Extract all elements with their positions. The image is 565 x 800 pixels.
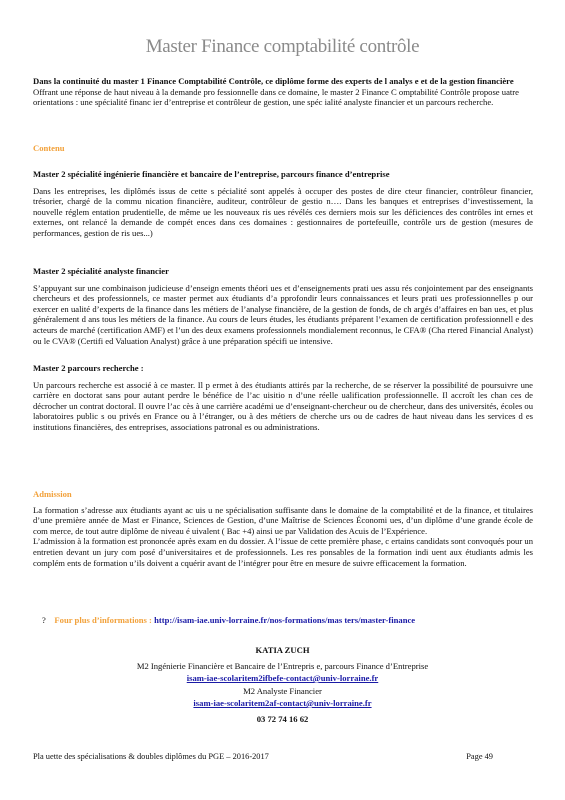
contact-email-1[interactable]: isam-iae-scolaritem2ifbefe-contact@univ-lorraine.fr — [186, 673, 379, 683]
admission-text-2: L’admission à la formation est prononcée après exam en du dossier. A l’issue de cette première phase, c ertains candidats sont convoqués pour un entretien devant un jury com posé d’universitaires et de professionnels. Les res ponsables de la formation indi uent aux étudiants admis les complém ents de formation u’ils doivent a cquérir avant de l’intégrer pour être en mesure de suivre efficacement la formation. — [33, 536, 533, 568]
admission-text-1: La formation s’adresse aux étudiants ayant ac uis u ne spécialisation suffisante dans le domaine de la comptabilité et de la finance, et titulaires d’une première année de Mast er Finance, Sciences de Gestion, d’une Maîtrise de Sciences Économi ues, d’un diplôme d’une grande école de com merce, de tout autre diplôme de niveau é uivalent ( Bac +4) ainsi ue par Validation des Acuis de l’Expérience. — [33, 504, 533, 536]
contact-name: KATIA ZUCH — [255, 645, 310, 655]
more-info-label: Four plus d’informations : — [54, 615, 152, 625]
page-number: Page 49 — [466, 752, 493, 761]
section-heading: Master 2 spécialité analyste financier — [33, 266, 169, 276]
section-text: S’appuyant sur une combinaison judicieuse d’enseign ements théori ues et d’enseignements prati ues assu rés conjointement par des enseignants chercheurs et des professionnels, ce master permet aux étudiants d’a pprofondir leurs connaissances et leurs prati ues professionnelles p our exercer en ualité d’experts de la finance dans les métiers de l’analyse financière, de la gestion de fonds, de ch argés d’affaires en ban ues, et plus généralement d ans tous les métiers de la finance. Au cours de leurs études, les étudiants préparent l’examen de certification professionnell e des acteurs de marché (certification AMF) et l’un des deux examens professionnels mondialement reconnus, le CFA® (Cha rtered Financial Analyst) ou le CVA® (Certifi ed Valuation Analyst) grâce à une préparation spécifi ue intensive. — [33, 282, 533, 346]
bullet-icon: ? — [42, 615, 46, 625]
more-info-link[interactable]: http://isam-iae.univ-lorraine.fr/nos-formations/mas ters/master-finance — [154, 615, 416, 625]
contact-email-2[interactable]: isam-iae-scolaritem2af-contact@univ-lorraine.fr — [193, 698, 372, 708]
admission-label: Admission — [33, 489, 72, 499]
section-text: Dans les entreprises, les diplômés issus de cette s pécialité sont appelés à occuper des postes de dire cteur financier, contrôleur financier, trésorier, chargé de la commu nication financière, auditeur, contrôleur de gestio n…. Dans les banques et entreprises d’investissement, la nouvelle réglem entation prudentielle, de même ue les nouveaux ris ues révélés ces derniers mois sur les déficiences des contrôles int ernes et externes, ont relancé la demande de compét ences dans ces domaines : gestionnaires de portefeuille, contrôle urs de gestion (mesures de performances, gestion de ris ues...) — [33, 185, 533, 238]
section-heading: Master 2 spécialité ingénierie financière et bancaire de l’entreprise, parcours finance d’entreprise — [33, 169, 390, 179]
contenu-label: Contenu — [33, 143, 65, 153]
section-ingenierie — [33, 169, 533, 239]
section-text: Un parcours recherche est associé à ce master. Il p ermet à des étudiants attirés par la recherche, de se réserver la possibilité de poursuivre une carrière en doctorat sans pour autant perdre le bénéfice de l’ac uisitio n d’une réelle ualification professionnelle. Il accroît les chan ces de décrocher un contrat doctoral. Il ouvre l’ac cès à une carrière académi ue d’enseignant-chercheur ou de chercheur, dans des universités, écoles ou laboratoires public s ou privés en France ou à l’étranger, ou à des métiers de cherche urs ou de cadres de haut niveau dans les services d es institutions financières, des entreprises, associations patronal es ou administrations. — [33, 379, 533, 432]
page-title: Master Finance comptabilité contrôle — [145, 36, 420, 57]
section-heading: Master 2 parcours recherche : — [33, 363, 144, 373]
intro-text: Offrant une réponse de haut niveau à la demande pro fessionnelle dans ce domaine, le master 2 Finance C omptabilité Contrôle propose uatre orientations : une spécialité financ ier d’entreprise et contrôleur de gestion, une spéc ialité analyste financier et un parcours recherche. — [33, 86, 519, 108]
more-info-line — [42, 615, 522, 626]
section-recherche — [33, 363, 533, 433]
contact-phone: 03 72 74 16 62 — [256, 713, 309, 724]
footer — [33, 752, 533, 761]
contact-line-2: M2 Analyste Financier — [243, 685, 322, 696]
intro-heading: Dans la continuité du master 1 Finance Comptabilité Contrôle, ce diplôme forme des experts de l analys e et de la gestion financière — [33, 76, 514, 86]
intro-section — [33, 76, 533, 108]
contact-line-1: M2 Ingénierie Financière et Bancaire de l’Entrepris e, parcours Finance d’Entreprise — [136, 660, 429, 671]
contact-block — [0, 644, 565, 725]
footer-text: Pla uette des spécialisations & doubles diplômes du PGE – 2016-2017 — [33, 752, 269, 761]
admission-section — [33, 489, 533, 568]
section-analyste — [33, 266, 533, 346]
